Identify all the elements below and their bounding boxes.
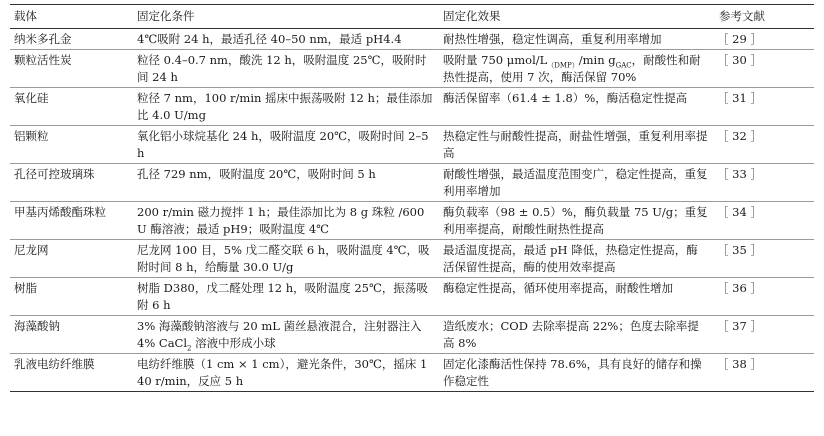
table-row [10, 354, 814, 392]
carrier-cell: 乳液电纺纤维膜 [10, 354, 133, 392]
effect-text: /min g [578, 53, 616, 67]
condition-cell: 电纺纤维膜（1 cm × 1 cm），避光条件，30℃，摇床 140 r/min，反应 5 h [133, 354, 439, 392]
effect-cell [439, 50, 715, 88]
table-row [10, 202, 814, 240]
reference-cell: ［ 30 ］ [715, 50, 814, 88]
reference-cell: ［ 32 ］ [715, 126, 814, 164]
condition-cell: 200 r/min 磁力搅拌 1 h；最佳添加比为 8 g 珠粒 /600 U 酶溶液；最适 pH9；吸附温度 4℃ [133, 202, 439, 240]
table-row [10, 50, 814, 88]
table-row [10, 29, 814, 50]
header-carrier: 载体 [10, 5, 133, 29]
effect-text: ，耐酸性和耐热性提高，使用 7 次，酶活保留 70% [443, 53, 701, 84]
effect-cell: 酶稳定性提高，循环使用率提高，耐酸性增加 [439, 278, 715, 316]
condition-subscript: 2 [187, 344, 192, 353]
effect-cell: 固定化漆酶活性保持 78.6%，具有良好的储存和操作稳定性 [439, 354, 715, 392]
table-row [10, 278, 814, 316]
effect-cell: 耐热性增强，稳定性调高，重复利用率增加 [439, 29, 715, 50]
condition-text: 溶液中形成小球 [191, 336, 276, 350]
header-condition: 固定化条件 [133, 5, 439, 29]
effect-cell: 酶活保留率（61.4 ± 1.8）%，酶活稳定性提高 [439, 88, 715, 126]
reference-cell: ［ 38 ］ [715, 354, 814, 392]
reference-cell: ［ 35 ］ [715, 240, 814, 278]
table-row [10, 88, 814, 126]
reference-cell: ［ 31 ］ [715, 88, 814, 126]
condition-text: 3% 海藻酸钠溶液与 20 mL 菌丝悬液混合，注射器注入 4% CaCl [137, 319, 422, 350]
carrier-cell: 甲基丙烯酸酯珠粒 [10, 202, 133, 240]
header-effect: 固定化效果 [439, 5, 715, 29]
condition-cell: 粒径 7 nm，100 r/min 摇床中振荡吸附 12 h；最佳添加比 4.0 U/mg [133, 88, 439, 126]
carrier-cell: 氧化硅 [10, 88, 133, 126]
carrier-cell: 孔径可控玻璃珠 [10, 164, 133, 202]
carrier-cell: 颗粒活性炭 [10, 50, 133, 88]
condition-cell: 孔径 729 nm，吸附温度 20℃，吸附时间 5 h [133, 164, 439, 202]
condition-cell: 尼龙网 100 目，5% 戊二醛交联 6 h，吸附温度 4℃，吸附时间 8 h，给酶量 30.0 U/g [133, 240, 439, 278]
reference-cell: ［ 34 ］ [715, 202, 814, 240]
effect-cell: 最适温度提高，最适 pH 降低，热稳定性提高，酶活保留性提高，酶的使用效率提高 [439, 240, 715, 278]
table-row [10, 126, 814, 164]
table-header-row [10, 5, 814, 29]
condition-cell: 树脂 D380，戊二醛处理 12 h，吸附温度 25℃，振荡吸附 6 h [133, 278, 439, 316]
condition-cell [133, 316, 439, 354]
reference-cell: ［ 37 ］ [715, 316, 814, 354]
effect-cell: 耐酸性增强，最适温度范围变广，稳定性提高，重复利用率增加 [439, 164, 715, 202]
effect-text: 吸附量 750 μmol/L [443, 53, 548, 67]
table-row [10, 316, 814, 354]
condition-cell: 氧化铝小球烷基化 24 h，吸附温度 20℃，吸附时间 2–5 h [133, 126, 439, 164]
effect-cell: 热稳定性与耐酸性提高，耐盐性增强，重复利用率提高 [439, 126, 715, 164]
reference-cell: ［ 33 ］ [715, 164, 814, 202]
condition-cell: 粒径 0.4–0.7 nm，酸洗 12 h，吸附温度 25℃，吸附时间 24 h [133, 50, 439, 88]
effect-cell: 酶负载率（98 ± 0.5）%，酶负载量 75 U/g；重复利用率提高，耐酸性耐热性提高 [439, 202, 715, 240]
reference-cell: ［ 29 ］ [715, 29, 814, 50]
carrier-cell: 海藻酸钠 [10, 316, 133, 354]
table-row [10, 240, 814, 278]
carrier-cell: 纳米多孔金 [10, 29, 133, 50]
effect-cell: 造纸废水；COD 去除率提高 22%；色度去除率提高 8% [439, 316, 715, 354]
condition-cell: 4℃吸附 24 h，最适孔径 40–50 nm，最适 pH4.4 [133, 29, 439, 50]
reference-cell: ［ 36 ］ [715, 278, 814, 316]
carrier-cell: 铝颗粒 [10, 126, 133, 164]
carrier-cell: 尼龙网 [10, 240, 133, 278]
table-row [10, 164, 814, 202]
header-reference: 参考文献 [715, 5, 814, 29]
effect-subscript: （DMP） [547, 61, 579, 70]
effect-subscript: GAC [615, 61, 632, 70]
carrier-cell: 树脂 [10, 278, 133, 316]
immobilization-table [10, 4, 814, 392]
